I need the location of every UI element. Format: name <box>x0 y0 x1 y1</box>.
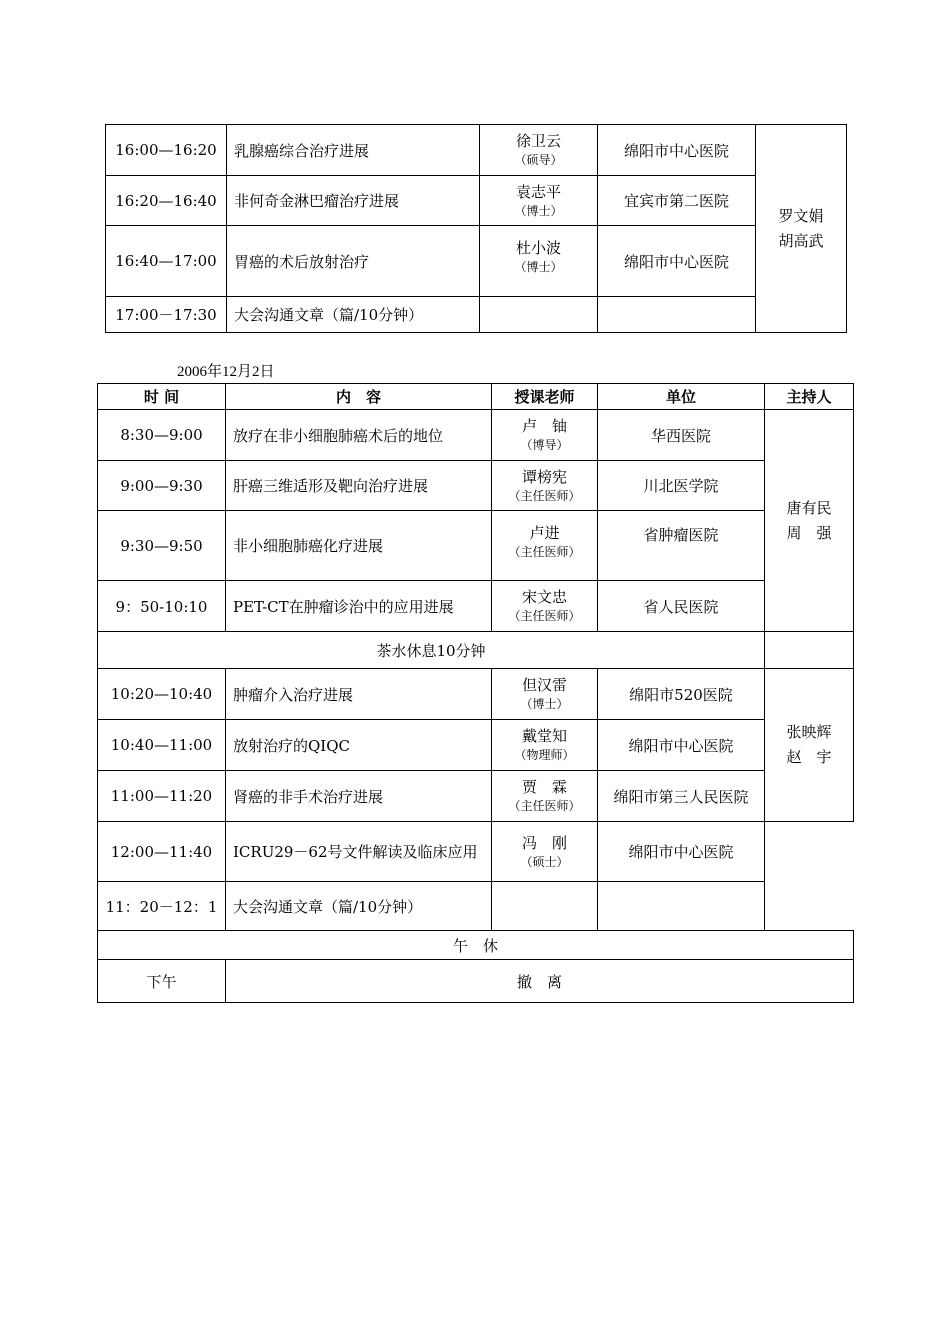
lecturer-cell <box>492 720 598 771</box>
lecturer-title: （主任医师） <box>508 545 581 559</box>
header-lecturer: 授课老师 <box>492 384 598 410</box>
time-cell: 11：20－12：1 <box>98 882 226 931</box>
time-cell: 17:00－17:30 <box>106 297 227 333</box>
topic-cell: PET-CT在肿瘤诊治中的应用进展 <box>226 581 492 632</box>
unit-cell: 绵阳市中心医院 <box>598 822 765 882</box>
lecturer-title: （博士） <box>514 203 563 218</box>
lecturer-title: （主任医师） <box>508 799 581 813</box>
unit-cell: 省人民医院 <box>598 581 765 632</box>
lecturer-cell <box>492 581 598 632</box>
lecturer-name: 但汉雷 <box>521 676 567 694</box>
unit-cell: 绵阳市第三人民医院 <box>598 771 765 822</box>
topic-cell: 肾癌的非手术治疗进展 <box>226 771 492 822</box>
host-cell <box>765 410 854 632</box>
time-cell: 10:20—10:40 <box>98 669 226 720</box>
lecturer-name: 贾 霖 <box>521 778 567 796</box>
schedule-table-1 <box>105 124 847 333</box>
lecturer-name: 卢进 <box>529 524 560 542</box>
break-row <box>98 632 854 669</box>
topic-cell: 肿瘤介入治疗进展 <box>226 669 492 720</box>
lunch-row <box>98 931 854 960</box>
lecturer-title: （博导） <box>520 438 569 452</box>
time-cell: 12:00—11:40 <box>98 822 226 882</box>
host-name: 张映辉 <box>786 723 832 741</box>
lecturer-cell <box>492 669 598 720</box>
unit-cell: 川北医学院 <box>598 461 765 511</box>
header-time: 时 间 <box>98 384 226 410</box>
lecturer-cell <box>480 125 598 176</box>
lecturer-cell <box>480 226 598 297</box>
topic-cell: 肝癌三维适形及靶向治疗进展 <box>226 461 492 511</box>
lecturer-name: 杜小波 <box>515 239 561 257</box>
lecturer-title: （博士） <box>514 260 563 274</box>
unit-cell: 绵阳市中心医院 <box>598 125 756 176</box>
table-row <box>98 461 854 511</box>
lecturer-cell <box>492 511 598 581</box>
lecturer-name: 袁志平 <box>515 182 561 201</box>
table-row <box>98 581 854 632</box>
lecturer-cell <box>492 882 598 931</box>
tea-break: 茶水休息10分钟 <box>98 632 765 669</box>
unit-cell: 绵阳市520医院 <box>598 669 765 720</box>
table-row <box>106 176 847 226</box>
topic-cell: 非何奇金淋巴瘤治疗进展 <box>227 176 480 226</box>
unit-cell: 华西医院 <box>598 410 765 461</box>
lecturer-title: （主任医师） <box>508 488 581 503</box>
topic-cell: ICRU29－62号文件解读及临床应用 <box>226 822 492 882</box>
time-cell: 10:40—11:00 <box>98 720 226 771</box>
time-cell: 9:30—9:50 <box>98 511 226 581</box>
unit-cell: 宜宾市第二医院 <box>598 176 756 226</box>
table-row <box>98 720 854 771</box>
time-cell: 9：50-10:10 <box>98 581 226 632</box>
topic-cell: 胃癌的术后放射治疗 <box>227 226 480 297</box>
lecturer-name: 徐卫云 <box>515 132 561 150</box>
time-cell: 16:20—16:40 <box>106 176 227 226</box>
table-row <box>98 669 854 720</box>
lecturer-cell <box>492 410 598 461</box>
topic-cell: 大会沟通文章（篇/10分钟） <box>227 297 480 333</box>
topic-cell: 放疗在非小细胞肺癌术后的地位 <box>226 410 492 461</box>
lecturer-name: 冯 刚 <box>521 833 567 852</box>
unit-cell <box>598 297 756 333</box>
host-name: 胡高武 <box>778 231 824 250</box>
host-cell <box>756 125 847 333</box>
lecturer-cell <box>480 176 598 226</box>
afternoon-row <box>98 960 854 1003</box>
lunch-break: 午 休 <box>98 931 854 960</box>
unit-cell: 绵阳市中心医院 <box>598 226 756 297</box>
time-cell: 8:30—9:00 <box>98 410 226 461</box>
host-name: 赵 宇 <box>786 748 832 766</box>
date-label: 2006年12月2日 <box>177 364 275 380</box>
afternoon-label: 下午 <box>98 960 226 1003</box>
unit-cell: 省肿瘤医院 <box>598 511 765 581</box>
lecturer-cell <box>492 461 598 511</box>
lecturer-title: （主任医师） <box>508 609 581 623</box>
header-unit: 单位 <box>598 384 765 410</box>
topic-cell: 非小细胞肺癌化疗进展 <box>226 511 492 581</box>
time-cell: 16:00—16:20 <box>106 125 227 176</box>
unit-cell <box>598 882 765 931</box>
table-row <box>106 226 847 297</box>
lecturer-title: （物理师） <box>514 748 575 762</box>
table-row <box>106 297 847 333</box>
header-host: 主持人 <box>765 384 854 410</box>
unit-cell: 绵阳市中心医院 <box>598 720 765 771</box>
topic-cell: 放射治疗的QIQC <box>226 720 492 771</box>
host-name: 周 强 <box>786 523 832 542</box>
empty-host-cell <box>765 822 854 931</box>
table-row <box>98 771 854 822</box>
host-name: 罗文娟 <box>778 206 824 225</box>
host-cell <box>765 632 854 669</box>
time-cell: 11:00—11:20 <box>98 771 226 822</box>
table-row <box>98 511 854 581</box>
table-row <box>98 822 854 882</box>
time-cell: 16:40—17:00 <box>106 226 227 297</box>
lecturer-name: 谭榜宪 <box>521 467 567 486</box>
lecturer-cell <box>480 297 598 333</box>
afternoon-content: 撤 离 <box>226 960 854 1003</box>
time-cell: 9:00—9:30 <box>98 461 226 511</box>
host-name: 唐有民 <box>786 498 832 517</box>
topic-cell: 大会沟通文章（篇/10分钟） <box>226 882 492 931</box>
lecturer-title: （博士） <box>520 697 569 711</box>
table-row <box>98 410 854 461</box>
header-content: 内 容 <box>226 384 492 410</box>
header-row <box>98 384 854 410</box>
table-row <box>106 125 847 176</box>
lecturer-name: 卢 铀 <box>521 417 567 435</box>
lecturer-name: 戴堂知 <box>521 727 567 745</box>
lecturer-name: 宋文忠 <box>521 588 567 606</box>
lecturer-cell <box>492 822 598 882</box>
topic-cell: 乳腺癌综合治疗进展 <box>227 125 480 176</box>
lecturer-cell <box>492 771 598 822</box>
lecturer-title: （硕士） <box>520 854 569 869</box>
table-row <box>98 882 854 931</box>
schedule-table-2 <box>97 383 854 1003</box>
lecturer-title: （硕导） <box>514 153 563 167</box>
host-cell <box>765 669 854 822</box>
